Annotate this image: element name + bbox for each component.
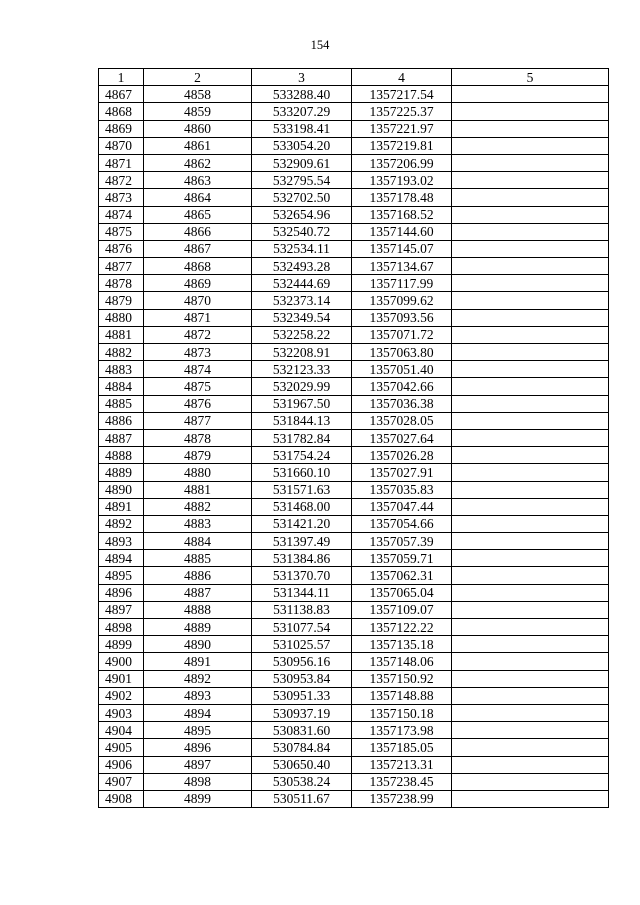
cell-point-number: 4886 bbox=[99, 412, 144, 429]
cell-point-number: 4872 bbox=[99, 172, 144, 189]
cell-y-coordinate: 1357051.40 bbox=[352, 361, 452, 378]
table-row bbox=[99, 120, 609, 137]
cell-point-number: 4903 bbox=[99, 704, 144, 721]
cell-x-coordinate: 531754.24 bbox=[252, 447, 352, 464]
cell-x-coordinate: 532029.99 bbox=[252, 378, 352, 395]
cell-prev-point-number: 4892 bbox=[144, 670, 252, 687]
table-row bbox=[99, 790, 609, 807]
cell-point-number: 4884 bbox=[99, 378, 144, 395]
cell-note bbox=[452, 206, 609, 223]
cell-note bbox=[452, 172, 609, 189]
cell-x-coordinate: 531967.50 bbox=[252, 395, 352, 412]
table-row bbox=[99, 103, 609, 120]
cell-x-coordinate: 532349.54 bbox=[252, 309, 352, 326]
table-row bbox=[99, 653, 609, 670]
table-row bbox=[99, 275, 609, 292]
cell-x-coordinate: 531025.57 bbox=[252, 636, 352, 653]
cell-prev-point-number: 4891 bbox=[144, 653, 252, 670]
cell-y-coordinate: 1357193.02 bbox=[352, 172, 452, 189]
cell-note bbox=[452, 687, 609, 704]
cell-y-coordinate: 1357027.91 bbox=[352, 464, 452, 481]
table-row bbox=[99, 206, 609, 223]
cell-x-coordinate: 531782.84 bbox=[252, 429, 352, 446]
table-row bbox=[99, 601, 609, 618]
cell-x-coordinate: 532909.61 bbox=[252, 154, 352, 171]
cell-x-coordinate: 531571.63 bbox=[252, 481, 352, 498]
cell-point-number: 4888 bbox=[99, 447, 144, 464]
cell-y-coordinate: 1357122.22 bbox=[352, 619, 452, 636]
cell-point-number: 4877 bbox=[99, 258, 144, 275]
cell-y-coordinate: 1357145.07 bbox=[352, 240, 452, 257]
cell-note bbox=[452, 619, 609, 636]
cell-point-number: 4898 bbox=[99, 619, 144, 636]
table-row bbox=[99, 447, 609, 464]
table-row bbox=[99, 361, 609, 378]
column-header-2: 2 bbox=[144, 69, 252, 86]
cell-point-number: 4899 bbox=[99, 636, 144, 653]
cell-x-coordinate: 531344.11 bbox=[252, 584, 352, 601]
table-row bbox=[99, 619, 609, 636]
cell-point-number: 4875 bbox=[99, 223, 144, 240]
cell-prev-point-number: 4878 bbox=[144, 429, 252, 446]
cell-note bbox=[452, 240, 609, 257]
cell-prev-point-number: 4885 bbox=[144, 550, 252, 567]
table-row bbox=[99, 258, 609, 275]
cell-y-coordinate: 1357135.18 bbox=[352, 636, 452, 653]
table-row bbox=[99, 550, 609, 567]
cell-point-number: 4893 bbox=[99, 533, 144, 550]
cell-note bbox=[452, 756, 609, 773]
cell-prev-point-number: 4873 bbox=[144, 344, 252, 361]
cell-y-coordinate: 1357117.99 bbox=[352, 275, 452, 292]
cell-note bbox=[452, 275, 609, 292]
cell-y-coordinate: 1357150.92 bbox=[352, 670, 452, 687]
cell-point-number: 4880 bbox=[99, 309, 144, 326]
table-row bbox=[99, 309, 609, 326]
column-header-5: 5 bbox=[452, 69, 609, 86]
cell-prev-point-number: 4865 bbox=[144, 206, 252, 223]
cell-note bbox=[452, 154, 609, 171]
cell-note bbox=[452, 790, 609, 807]
cell-x-coordinate: 532373.14 bbox=[252, 292, 352, 309]
cell-prev-point-number: 4866 bbox=[144, 223, 252, 240]
cell-prev-point-number: 4867 bbox=[144, 240, 252, 257]
cell-prev-point-number: 4893 bbox=[144, 687, 252, 704]
cell-prev-point-number: 4859 bbox=[144, 103, 252, 120]
cell-y-coordinate: 1357028.05 bbox=[352, 412, 452, 429]
cell-note bbox=[452, 481, 609, 498]
table-row bbox=[99, 636, 609, 653]
cell-note bbox=[452, 515, 609, 532]
cell-note bbox=[452, 533, 609, 550]
cell-note bbox=[452, 498, 609, 515]
cell-point-number: 4889 bbox=[99, 464, 144, 481]
table-row bbox=[99, 515, 609, 532]
cell-prev-point-number: 4874 bbox=[144, 361, 252, 378]
cell-point-number: 4895 bbox=[99, 567, 144, 584]
cell-point-number: 4890 bbox=[99, 481, 144, 498]
table-row bbox=[99, 429, 609, 446]
cell-y-coordinate: 1357148.88 bbox=[352, 687, 452, 704]
column-header-1: 1 bbox=[99, 69, 144, 86]
cell-y-coordinate: 1357206.99 bbox=[352, 154, 452, 171]
cell-y-coordinate: 1357059.71 bbox=[352, 550, 452, 567]
table-row bbox=[99, 154, 609, 171]
table-row bbox=[99, 86, 609, 103]
table-row bbox=[99, 189, 609, 206]
cell-y-coordinate: 1357221.97 bbox=[352, 120, 452, 137]
cell-y-coordinate: 1357057.39 bbox=[352, 533, 452, 550]
cell-x-coordinate: 531077.54 bbox=[252, 619, 352, 636]
cell-note bbox=[452, 412, 609, 429]
cell-note bbox=[452, 584, 609, 601]
cell-x-coordinate: 532258.22 bbox=[252, 326, 352, 343]
table-row bbox=[99, 344, 609, 361]
cell-point-number: 4873 bbox=[99, 189, 144, 206]
cell-prev-point-number: 4879 bbox=[144, 447, 252, 464]
cell-x-coordinate: 530956.16 bbox=[252, 653, 352, 670]
cell-note bbox=[452, 326, 609, 343]
cell-point-number: 4883 bbox=[99, 361, 144, 378]
cell-y-coordinate: 1357225.37 bbox=[352, 103, 452, 120]
cell-note bbox=[452, 739, 609, 756]
cell-note bbox=[452, 550, 609, 567]
cell-x-coordinate: 531370.70 bbox=[252, 567, 352, 584]
cell-prev-point-number: 4870 bbox=[144, 292, 252, 309]
cell-prev-point-number: 4896 bbox=[144, 739, 252, 756]
cell-point-number: 4885 bbox=[99, 395, 144, 412]
cell-y-coordinate: 1357217.54 bbox=[352, 86, 452, 103]
cell-y-coordinate: 1357047.44 bbox=[352, 498, 452, 515]
cell-point-number: 4876 bbox=[99, 240, 144, 257]
table-row bbox=[99, 137, 609, 154]
cell-point-number: 4874 bbox=[99, 206, 144, 223]
table-row bbox=[99, 687, 609, 704]
cell-prev-point-number: 4890 bbox=[144, 636, 252, 653]
table-row bbox=[99, 498, 609, 515]
cell-point-number: 4900 bbox=[99, 653, 144, 670]
cell-x-coordinate: 532493.28 bbox=[252, 258, 352, 275]
cell-prev-point-number: 4880 bbox=[144, 464, 252, 481]
cell-prev-point-number: 4860 bbox=[144, 120, 252, 137]
table-row bbox=[99, 584, 609, 601]
table-row bbox=[99, 223, 609, 240]
cell-note bbox=[452, 429, 609, 446]
cell-prev-point-number: 4863 bbox=[144, 172, 252, 189]
cell-prev-point-number: 4895 bbox=[144, 722, 252, 739]
cell-y-coordinate: 1357099.62 bbox=[352, 292, 452, 309]
cell-prev-point-number: 4868 bbox=[144, 258, 252, 275]
cell-point-number: 4908 bbox=[99, 790, 144, 807]
cell-note bbox=[452, 464, 609, 481]
cell-prev-point-number: 4858 bbox=[144, 86, 252, 103]
cell-x-coordinate: 533054.20 bbox=[252, 137, 352, 154]
cell-y-coordinate: 1357219.81 bbox=[352, 137, 452, 154]
table-row bbox=[99, 326, 609, 343]
cell-note bbox=[452, 601, 609, 618]
cell-y-coordinate: 1357026.28 bbox=[352, 447, 452, 464]
cell-prev-point-number: 4884 bbox=[144, 533, 252, 550]
cell-x-coordinate: 530831.60 bbox=[252, 722, 352, 739]
cell-y-coordinate: 1357178.48 bbox=[352, 189, 452, 206]
table-row bbox=[99, 567, 609, 584]
cell-prev-point-number: 4898 bbox=[144, 773, 252, 790]
table-row bbox=[99, 172, 609, 189]
cell-note bbox=[452, 704, 609, 721]
cell-y-coordinate: 1357054.66 bbox=[352, 515, 452, 532]
cell-prev-point-number: 4876 bbox=[144, 395, 252, 412]
cell-y-coordinate: 1357134.67 bbox=[352, 258, 452, 275]
page-number: 154 bbox=[310, 38, 330, 52]
cell-y-coordinate: 1357238.45 bbox=[352, 773, 452, 790]
cell-y-coordinate: 1357071.72 bbox=[352, 326, 452, 343]
cell-prev-point-number: 4875 bbox=[144, 378, 252, 395]
cell-note bbox=[452, 137, 609, 154]
cell-y-coordinate: 1357093.56 bbox=[352, 309, 452, 326]
cell-x-coordinate: 531468.00 bbox=[252, 498, 352, 515]
cell-prev-point-number: 4862 bbox=[144, 154, 252, 171]
cell-y-coordinate: 1357148.06 bbox=[352, 653, 452, 670]
cell-point-number: 4894 bbox=[99, 550, 144, 567]
cell-prev-point-number: 4887 bbox=[144, 584, 252, 601]
cell-x-coordinate: 531660.10 bbox=[252, 464, 352, 481]
cell-point-number: 4905 bbox=[99, 739, 144, 756]
cell-point-number: 4882 bbox=[99, 344, 144, 361]
cell-prev-point-number: 4871 bbox=[144, 309, 252, 326]
cell-x-coordinate: 532123.33 bbox=[252, 361, 352, 378]
cell-y-coordinate: 1357035.83 bbox=[352, 481, 452, 498]
cell-x-coordinate: 532702.50 bbox=[252, 189, 352, 206]
cell-note bbox=[452, 636, 609, 653]
cell-prev-point-number: 4889 bbox=[144, 619, 252, 636]
cell-x-coordinate: 532444.69 bbox=[252, 275, 352, 292]
table-row bbox=[99, 704, 609, 721]
cell-note bbox=[452, 378, 609, 395]
table-body bbox=[99, 86, 609, 808]
cell-point-number: 4907 bbox=[99, 773, 144, 790]
table-row bbox=[99, 670, 609, 687]
cell-note bbox=[452, 670, 609, 687]
cell-prev-point-number: 4877 bbox=[144, 412, 252, 429]
cell-note bbox=[452, 292, 609, 309]
cell-note bbox=[452, 120, 609, 137]
cell-prev-point-number: 4899 bbox=[144, 790, 252, 807]
cell-x-coordinate: 530538.24 bbox=[252, 773, 352, 790]
cell-y-coordinate: 1357173.98 bbox=[352, 722, 452, 739]
cell-y-coordinate: 1357109.07 bbox=[352, 601, 452, 618]
cell-point-number: 4867 bbox=[99, 86, 144, 103]
cell-note bbox=[452, 447, 609, 464]
cell-y-coordinate: 1357213.31 bbox=[352, 756, 452, 773]
cell-x-coordinate: 531138.83 bbox=[252, 601, 352, 618]
cell-y-coordinate: 1357027.64 bbox=[352, 429, 452, 446]
cell-point-number: 4878 bbox=[99, 275, 144, 292]
cell-y-coordinate: 1357185.05 bbox=[352, 739, 452, 756]
cell-y-coordinate: 1357150.18 bbox=[352, 704, 452, 721]
table-row bbox=[99, 240, 609, 257]
cell-point-number: 4901 bbox=[99, 670, 144, 687]
cell-x-coordinate: 530511.67 bbox=[252, 790, 352, 807]
cell-x-coordinate: 533198.41 bbox=[252, 120, 352, 137]
cell-point-number: 4871 bbox=[99, 154, 144, 171]
table-row bbox=[99, 378, 609, 395]
cell-x-coordinate: 533288.40 bbox=[252, 86, 352, 103]
table-row bbox=[99, 292, 609, 309]
cell-point-number: 4896 bbox=[99, 584, 144, 601]
cell-prev-point-number: 4883 bbox=[144, 515, 252, 532]
table-row bbox=[99, 739, 609, 756]
cell-x-coordinate: 530784.84 bbox=[252, 739, 352, 756]
cell-note bbox=[452, 344, 609, 361]
cell-prev-point-number: 4882 bbox=[144, 498, 252, 515]
cell-note bbox=[452, 86, 609, 103]
cell-note bbox=[452, 653, 609, 670]
cell-prev-point-number: 4897 bbox=[144, 756, 252, 773]
table-row bbox=[99, 395, 609, 412]
table-row bbox=[99, 722, 609, 739]
table-row bbox=[99, 481, 609, 498]
cell-prev-point-number: 4864 bbox=[144, 189, 252, 206]
cell-x-coordinate: 530953.84 bbox=[252, 670, 352, 687]
cell-x-coordinate: 533207.29 bbox=[252, 103, 352, 120]
cell-note bbox=[452, 189, 609, 206]
cell-note bbox=[452, 258, 609, 275]
cell-x-coordinate: 532540.72 bbox=[252, 223, 352, 240]
table-row bbox=[99, 412, 609, 429]
cell-note bbox=[452, 567, 609, 584]
cell-note bbox=[452, 722, 609, 739]
cell-x-coordinate: 530650.40 bbox=[252, 756, 352, 773]
cell-y-coordinate: 1357063.80 bbox=[352, 344, 452, 361]
coordinates-table bbox=[98, 68, 609, 808]
table-row bbox=[99, 533, 609, 550]
cell-y-coordinate: 1357168.52 bbox=[352, 206, 452, 223]
cell-x-coordinate: 531397.49 bbox=[252, 533, 352, 550]
cell-point-number: 4906 bbox=[99, 756, 144, 773]
cell-x-coordinate: 532534.11 bbox=[252, 240, 352, 257]
cell-point-number: 4879 bbox=[99, 292, 144, 309]
cell-point-number: 4904 bbox=[99, 722, 144, 739]
cell-note bbox=[452, 361, 609, 378]
cell-x-coordinate: 532208.91 bbox=[252, 344, 352, 361]
cell-x-coordinate: 532795.54 bbox=[252, 172, 352, 189]
cell-x-coordinate: 530937.19 bbox=[252, 704, 352, 721]
cell-point-number: 4887 bbox=[99, 429, 144, 446]
cell-point-number: 4897 bbox=[99, 601, 144, 618]
cell-point-number: 4870 bbox=[99, 137, 144, 154]
column-header-4: 4 bbox=[352, 69, 452, 86]
cell-prev-point-number: 4861 bbox=[144, 137, 252, 154]
cell-prev-point-number: 4886 bbox=[144, 567, 252, 584]
cell-y-coordinate: 1357238.99 bbox=[352, 790, 452, 807]
cell-y-coordinate: 1357062.31 bbox=[352, 567, 452, 584]
cell-point-number: 4902 bbox=[99, 687, 144, 704]
table-header-row bbox=[99, 69, 609, 86]
cell-prev-point-number: 4881 bbox=[144, 481, 252, 498]
table-row bbox=[99, 464, 609, 481]
cell-x-coordinate: 531384.86 bbox=[252, 550, 352, 567]
cell-x-coordinate: 530951.33 bbox=[252, 687, 352, 704]
cell-point-number: 4892 bbox=[99, 515, 144, 532]
table-row bbox=[99, 773, 609, 790]
cell-y-coordinate: 1357065.04 bbox=[352, 584, 452, 601]
cell-x-coordinate: 531844.13 bbox=[252, 412, 352, 429]
cell-point-number: 4868 bbox=[99, 103, 144, 120]
cell-point-number: 4881 bbox=[99, 326, 144, 343]
cell-x-coordinate: 531421.20 bbox=[252, 515, 352, 532]
cell-point-number: 4869 bbox=[99, 120, 144, 137]
cell-prev-point-number: 4872 bbox=[144, 326, 252, 343]
cell-prev-point-number: 4894 bbox=[144, 704, 252, 721]
cell-note bbox=[452, 223, 609, 240]
cell-y-coordinate: 1357036.38 bbox=[352, 395, 452, 412]
cell-note bbox=[452, 309, 609, 326]
cell-prev-point-number: 4888 bbox=[144, 601, 252, 618]
cell-prev-point-number: 4869 bbox=[144, 275, 252, 292]
column-header-3: 3 bbox=[252, 69, 352, 86]
cell-y-coordinate: 1357144.60 bbox=[352, 223, 452, 240]
cell-note bbox=[452, 773, 609, 790]
cell-note bbox=[452, 395, 609, 412]
cell-x-coordinate: 532654.96 bbox=[252, 206, 352, 223]
cell-point-number: 4891 bbox=[99, 498, 144, 515]
cell-y-coordinate: 1357042.66 bbox=[352, 378, 452, 395]
cell-note bbox=[452, 103, 609, 120]
table-row bbox=[99, 756, 609, 773]
